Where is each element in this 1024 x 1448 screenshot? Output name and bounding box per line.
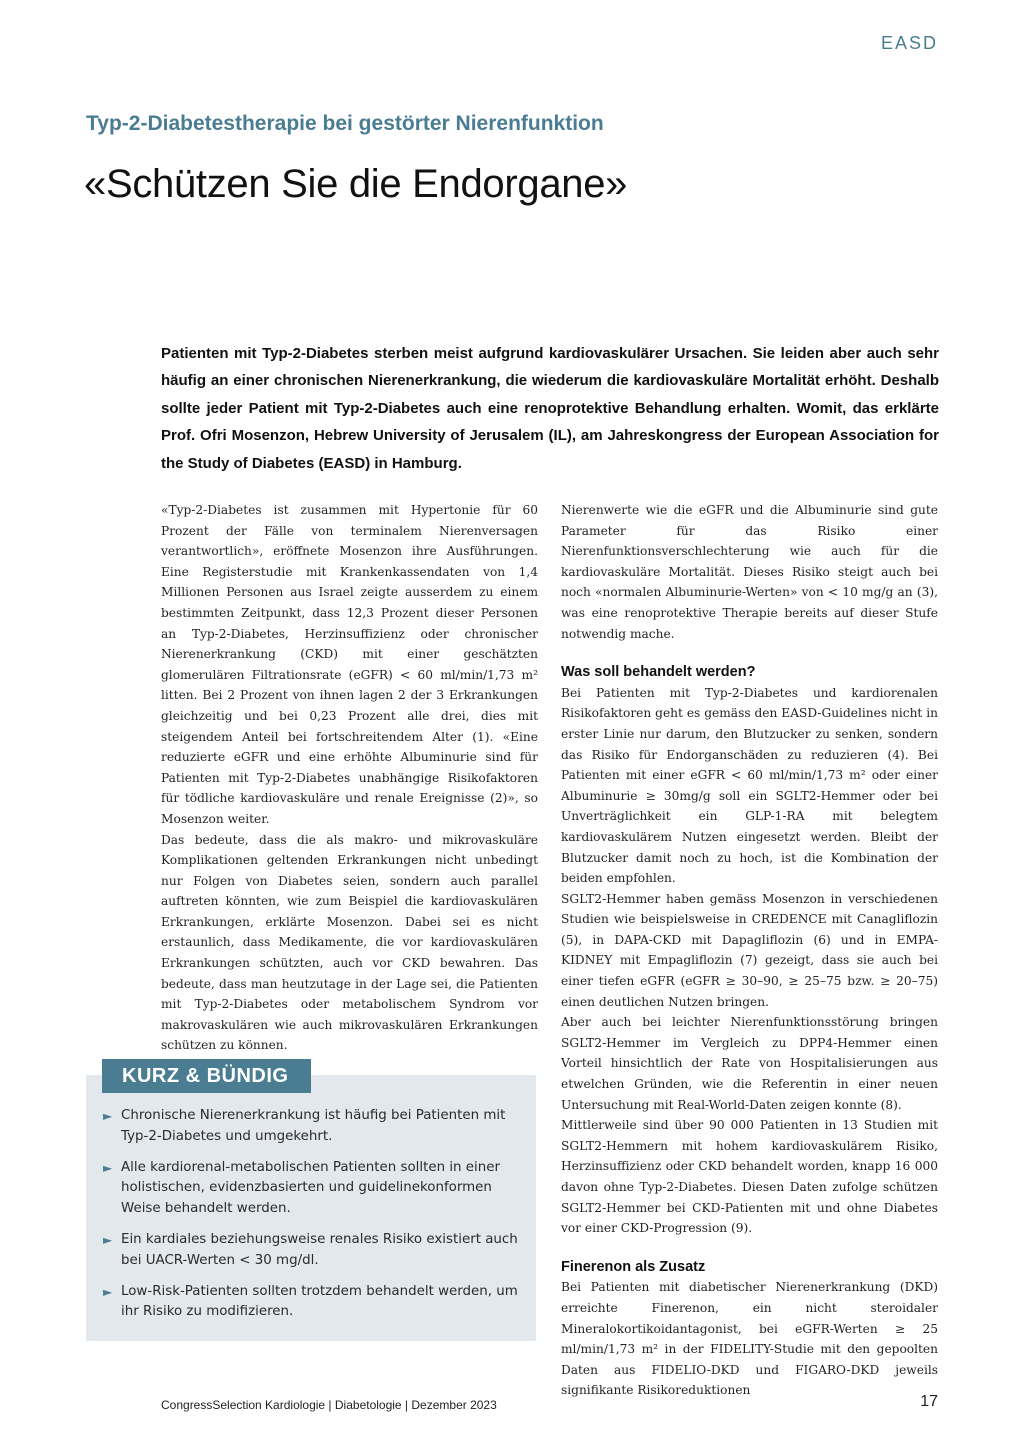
section-tag: EASD [880, 33, 938, 53]
arrow-bullet-icon: ► [103, 1232, 113, 1247]
body-paragraph: «Typ-2-Diabetes ist zusammen mit Hypertonie für 60 Prozent der Fälle von terminalem Nierenversagen verantwortlich», eröffnete Mosenzon ihre Ausführungen. Eine Registerstudie mit Krankenkassendaten von 1,4 Millionen Personen aus Israel zeigte ausserdem zu einem bestimmten Zeitpunkt, dass 12,3 Prozent dieser Personen an Typ-2-Diabetes, Herzinsuffizienz oder chronischer Nierenerkrankung (CKD) mit einer geschätzten glomerulären Filtrationsrate (eGFR) < 60 ml/min/1,73 m² litten. Bei 2 Prozent von ihnen lagen 2 der 3 Erkrankungen gleichzeitig und bei 0,23 Prozent alle drei, dies mit steigendem Anteil bei fortschreitendem Alter (1). «Eine reduzierte eGFR und eine erhöhte Albuminurie sind für Patienten mit Typ-2-Diabetes unabhängige Risikofaktoren für tödliche kardiovaskuläre und renale Ereignisse (2)», so Mosenzon weiter. [161, 503, 538, 826]
body-paragraph: Aber auch bei leichter Nierenfunktionsstörung bringen SGLT2-Hemmer im Vergleich zu DPP4-Hemmer einen Vorteil hinsichtlich der Rate von Hospitalisierungen aus etwelchen Gründen, wie die Referentin in einer neuen Untersuchung mit Real-World-Daten zeigen konnte (8). [561, 1015, 938, 1112]
body-paragraph: Bei Patienten mit Typ-2-Diabetes und kardiorenalen Risikofaktoren geht es gemäss den EASD-Guidelines nicht in erster Linie nur darum, den Blutzucker zu senken, sondern das Risiko für Endorganschäden zu reduzieren (4). Bei Patienten mit einer eGFR < 60 ml/min/1,73 m² oder einer Albuminurie ≥ 30mg/g soll ein SGLT2-Hemmer oder bei Unverträglichkeit ein GLP-1-RA mit belegtem kardiovaskulärem Nutzen eingesetzt werden. Bleibt der Blutzucker damit noch zu hoch, ist die Kombination der beiden empfohlen. [561, 685, 938, 886]
body-paragraph: Das bedeute, dass die als makro- und mikrovaskuläre Komplikationen geltenden Erkrankungen nicht unbedingt nur Folgen von Diabetes seien, sondern auch parallel auftreten könnten, wie zum Beispiel die kardiovaskulären Erkrankungen, erklärte Mosenzon. Dabei sei es nicht erstaunlich, dass Medikamente, die vor kardiovaskulären Erkrankungen schützten, auch vor CKD bewahren. Das bedeute, dass man heutzutage in der Lage sei, die Patienten mit Typ-2-Diabetes oder metabolischem Syndrom vor makrovaskulären wie auch mikrovaskulären Erkrankungen schützen zu können. [161, 832, 538, 1053]
footer-publication: CongressSelection Kardiologie | Diabetologie | Dezember 2023 [161, 1398, 497, 1412]
summary-item-text: Alle kardiorenal-metabolischen Patienten sollten in einer holistischen, evidenzbasierten und guidelinekonformen Weise behandelt werden. [121, 1159, 500, 1217]
body-paragraph: Bei Patienten mit diabetischer Nierenerkrankung (DKD) erreichte Finerenon, ein nicht steroidaler Mineralokortikoidantagonist, bei eGFR-Werten ≥ 25 ml/min/1,73 m² in der FIDELITY-Studie mit den gepoolten Daten aus FIDELIO-DKD und FIGARO-DKD jeweils signifikante Risikoreduktionen [561, 1280, 938, 1398]
arrow-bullet-icon: ► [103, 1109, 113, 1123]
arrow-bullet-icon: ► [103, 1160, 113, 1175]
summary-item-text: Chronische Nierenerkrankung ist häufig bei Patienten mit Typ-2-Diabetes und umgekehrt. [121, 1108, 506, 1144]
body-paragraph: Nierenwerte wie die eGFR und die Albuminurie sind gute Parameter für das Risiko einer Nierenfunktionsverschlechterung wie auch für die kardiovaskuläre Mortalität. Dieses Risiko steigt auch bei noch «normalen Albuminurie-Werten» von < 10 mg/g an (3), was eine renoprotektive Therapie bereits auf dieser Stufe notwendig mache. [561, 503, 938, 641]
summary-box-title: KURZ & BÜNDIG [102, 1059, 311, 1093]
left-column [161, 500, 538, 1056]
summary-item [103, 1158, 523, 1220]
subheading: Was soll behandelt werden? [561, 664, 756, 681]
body-paragraph: SGLT2-Hemmer haben gemäss Mosenzon in verschiedenen Studien wie beispielsweise in CREDENCE mit Canagliflozin (5), in DAPA-CKD mit Dapagliflozin (6) und in EMPA-KIDNEY mit Empagliflozin (7) gezeigt, dass sie auch bei einer tiefen eGFR (eGFR ≥ 30–90, ≥ 25–75 bzw. ≥ 20–75) einen deutlichen Nutzen bringen. [561, 891, 938, 1009]
body-paragraph: Mittlerweile sind über 90 000 Patienten in 13 Studien mit SGLT2-Hemmern mit hohem kardiovaskulärem Risiko, Herzinsuffizienz oder CKD behandelt worden, knapp 16 000 davon ohne Typ-2-Diabetes. Diesen Daten zufolge schützen SGLT2-Hemmer bei CKD-Patienten mit und ohne Diabetes vor einer CKD-Progression (9). [561, 1118, 938, 1236]
page-number: 17 [920, 1393, 938, 1410]
summary-item-text: Low-Risk-Patienten sollten trotzdem behandelt werden, um ihr Risiko zu modifizieren. [121, 1283, 518, 1320]
summary-item [103, 1230, 523, 1272]
article-kicker: Typ-2-Diabetestherapie bei gestörter Nierenfunktion [86, 112, 604, 135]
summary-item [103, 1282, 523, 1324]
article-headline: «Schützen Sie die Endorgane» [84, 162, 628, 206]
arrow-bullet-icon: ► [103, 1284, 113, 1299]
article-lead: Patienten mit Typ-2-Diabetes sterben meist aufgrund kardiovaskulärer Ursachen. Sie leiden aber auch sehr häufig an einer chronischen Nierenerkrankung, die wiederum die kardiovaskuläre Mortalität erhöht. Deshalb sollte jeder Patient mit Typ-2-Diabetes auch eine renoprotektive Behandlung erhalten. Womit, das erklärte Prof. Ofri Mosenzon, Hebrew University of Jerusalem (IL), am Jahreskongress der European Association for the Study of Diabetes (EASD) in Hamburg. [161, 345, 939, 472]
right-column [561, 500, 938, 1401]
subheading: Finerenon als Zusatz [561, 1258, 706, 1275]
summary-item-text: Ein kardiales beziehungsweise renales Risiko existiert auch bei UACR-Werten < 30 mg/dl. [121, 1231, 518, 1268]
summary-item [103, 1106, 523, 1148]
summary-list [103, 1106, 523, 1333]
